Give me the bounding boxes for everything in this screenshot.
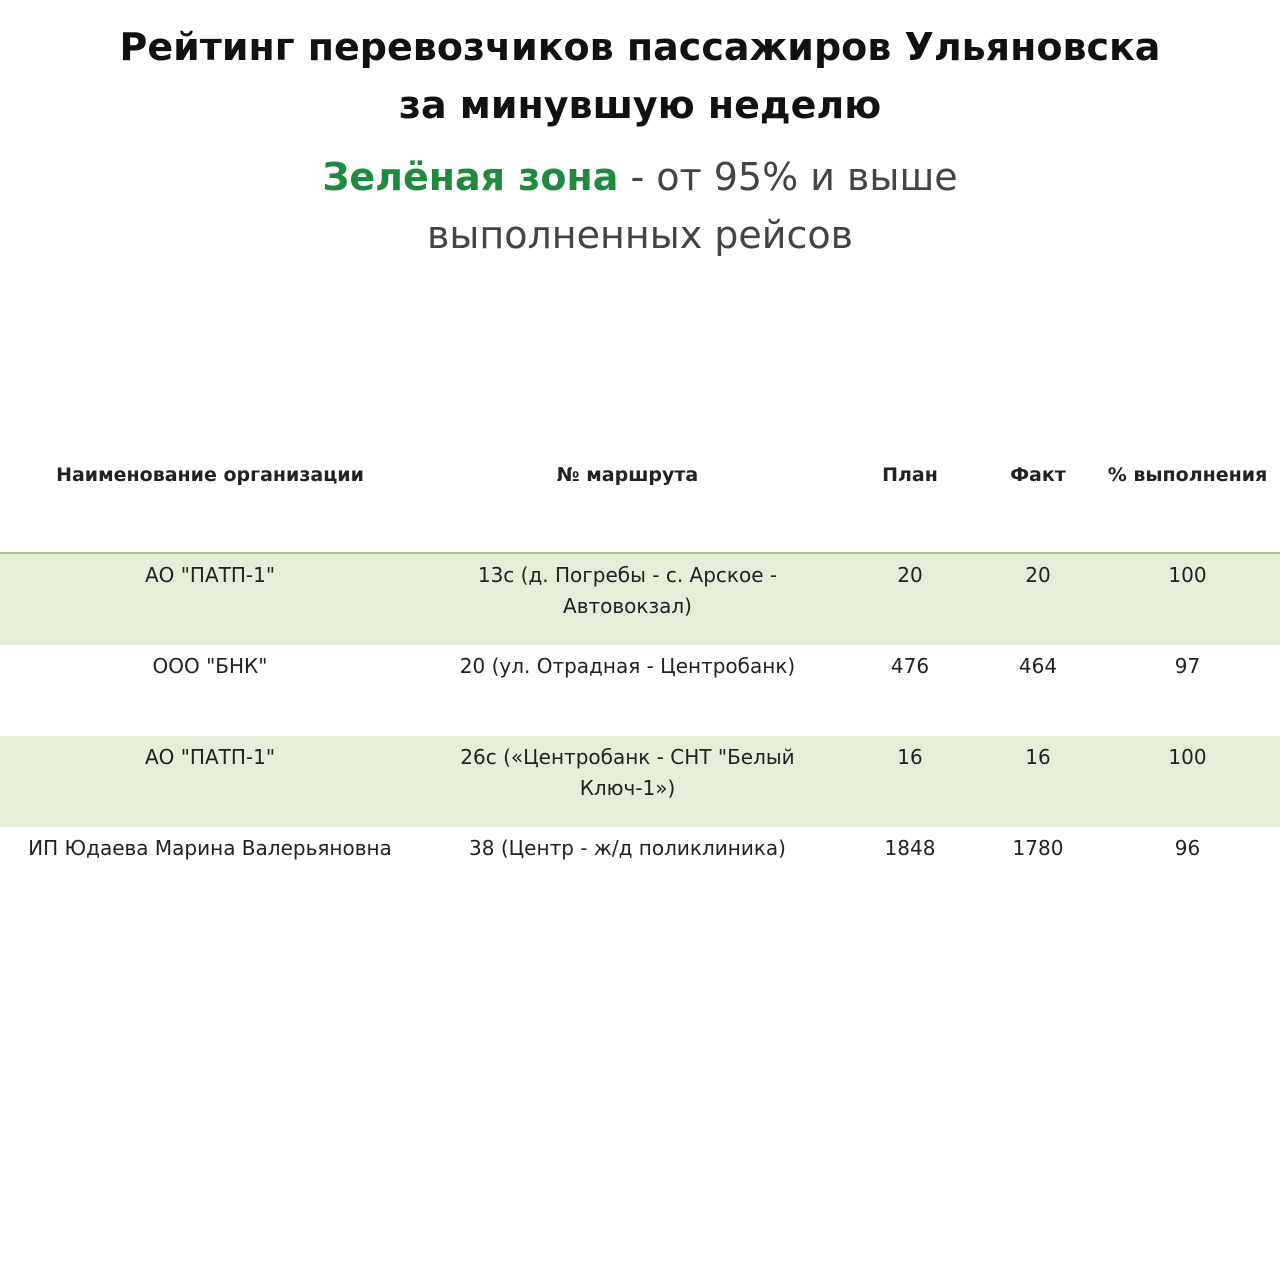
green-zone-label: Зелёная зона [322,155,619,199]
subtitle-line-1 [0,148,1280,206]
cell-org: ИП Юдаева Марина Валерьяновна [28,836,392,860]
zone-subtitle [0,148,1280,264]
cell-plan: 20 [897,563,923,587]
column-header-route: № маршрута [556,464,699,486]
table-header [0,450,1280,554]
cell-org: АО "ПАТП-1" [144,745,276,769]
cell-percent: 100 [1168,563,1207,587]
table-row [0,736,1280,827]
cell-fact: 1780 [1012,836,1064,860]
cell-percent: 96 [1174,836,1201,860]
zone-description-2: выполненных рейсов [427,213,853,257]
cell-fact: 20 [1025,563,1051,587]
column-header-org: Наименование организации [56,464,364,486]
carriers-table [0,450,1280,918]
column-header-percent: % выполнения [1107,464,1268,486]
zone-description-1: - от 95% и выше [618,155,958,199]
cell-org: АО "ПАТП-1" [144,563,276,587]
cell-route: 26с («Центробанк - СНТ "Белый Ключ-1») [460,745,795,800]
cell-percent: 97 [1174,654,1201,678]
title-line-1: Рейтинг перевозчиков пассажиров Ульяновска [119,25,1161,69]
table-row [0,645,1280,736]
cell-route: 13с (д. Погребы - с. Арское - Автовокзал) [477,563,778,618]
cell-plan: 476 [890,654,930,678]
column-header-plan: План [882,464,938,486]
table-row [0,827,1280,918]
cell-fact: 464 [1018,654,1058,678]
cell-route: 38 (Центр - ж/д поликлиника) [469,836,786,860]
cell-percent: 100 [1168,745,1207,769]
table-row [0,554,1280,645]
title-line-2: за минувшую неделю [398,83,882,127]
cell-plan: 1848 [884,836,936,860]
page-title [0,18,1280,134]
cell-fact: 16 [1025,745,1051,769]
column-header-fact: Факт [1010,464,1066,486]
cell-route: 20 (ул. Отрадная - Центробанк) [459,654,796,678]
cell-plan: 16 [897,745,923,769]
cell-org: ООО "БНК" [152,654,268,678]
